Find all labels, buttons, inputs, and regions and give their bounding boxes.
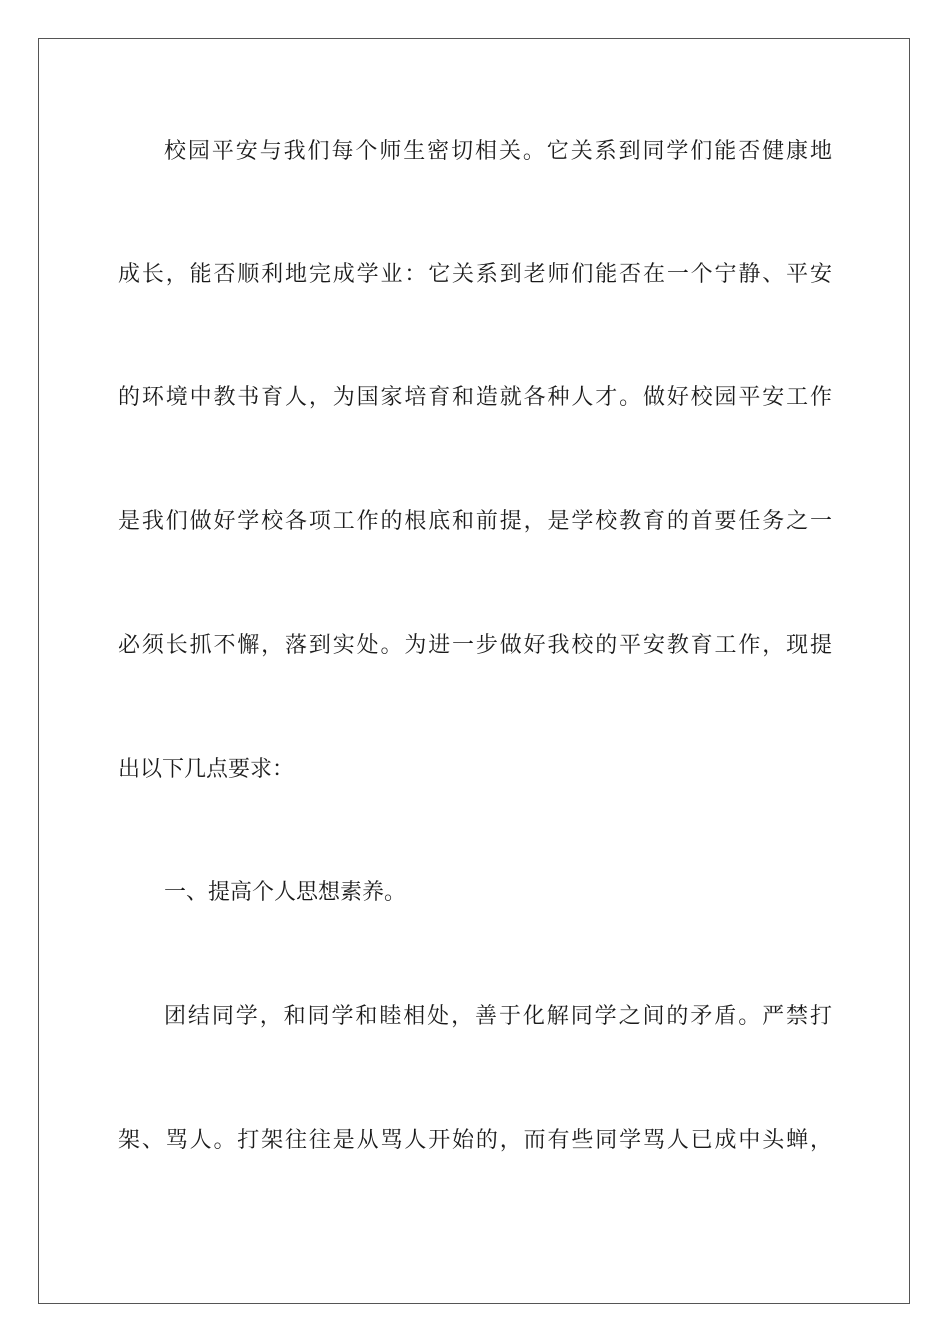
page-border — [38, 38, 910, 1304]
paragraph-1-line-4: 是我们做好学校各项工作的根底和前提，是学校教育的首要任务之一 — [118, 509, 832, 534]
paragraph-1-line-1: 校园平安与我们每个师生密切相关。它关系到同学们能否健康地 — [164, 139, 832, 164]
paragraph-1-line-6: 出以下几点要求： — [118, 757, 295, 782]
paragraph-1-line-3: 的环境中教书育人，为国家培育和造就各种人才。做好校园平安工作 — [118, 385, 832, 410]
section-heading-1: 一、提高个人思想素养。 — [164, 880, 407, 905]
paragraph-2-line-2: 架、骂人。打架往往是从骂人开始的，而有些同学骂人已成中头蝉， — [118, 1128, 832, 1153]
paragraph-1-line-5: 必须长抓不懈，落到实处。为进一步做好我校的平安教育工作，现提 — [118, 633, 832, 658]
paragraph-2-line-1: 团结同学，和同学和睦相处，善于化解同学之间的矛盾。严禁打 — [164, 1004, 832, 1029]
paragraph-1-line-2: 成长，能否顺利地完成学业：它关系到老师们能否在一个宁静、平安 — [118, 262, 832, 287]
